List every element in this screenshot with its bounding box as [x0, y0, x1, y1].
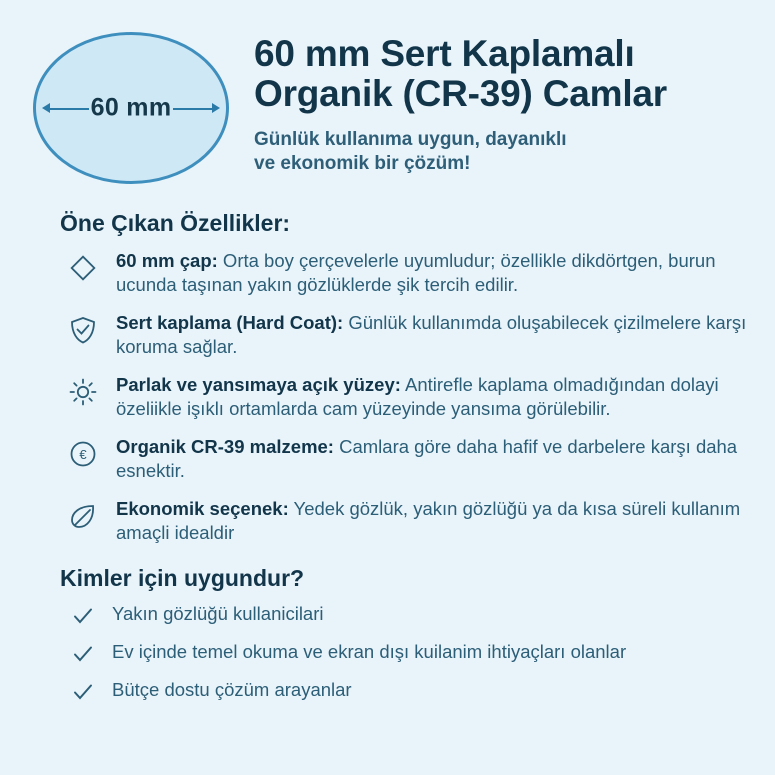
- feature-bold-label: Sert kaplama (Hard Coat):: [116, 312, 344, 334]
- audience-heading: Kimler için uygundur?: [60, 565, 305, 592]
- list-item: [26, 435, 749, 483]
- page-subtitle: Günlük kullanıma uygun, dayanıklı ve ekonomik bir çözüm!: [254, 128, 567, 174]
- audience-text: Ev içinde temel okuma ve ekran dışı kuilanim ihtiyaçları olanlar: [112, 641, 627, 663]
- feature-bold-label: Organik CR-39 malzeme:: [116, 436, 334, 458]
- dimension-line-right: [173, 108, 217, 110]
- check-icon: [72, 643, 94, 665]
- audience-text: Bütçe dostu çözüm arayanlar: [112, 679, 352, 701]
- feature-text: [116, 497, 749, 545]
- shield-icon: [66, 313, 100, 347]
- hero-text: [254, 18, 749, 175]
- feature-body: Antirefle kaplama olmadığından dolayi özeliikle işıklı ortamlarda cam yüzeyinde yansıma görülebilir.: [116, 374, 719, 420]
- feature-text: [116, 249, 749, 297]
- euro-coin-icon: [66, 437, 100, 471]
- sun-icon: [66, 375, 100, 409]
- arrow-right-icon: [212, 103, 220, 113]
- feature-text: [116, 311, 749, 359]
- features-list: [26, 249, 749, 545]
- feature-text: [116, 435, 749, 483]
- list-item: [26, 373, 749, 421]
- feature-body: Günlük kullanımda oluşabilecek çizilmelere karşı koruma sağlar.: [116, 312, 747, 358]
- feature-text: [116, 373, 749, 421]
- leaf-icon: [66, 499, 100, 533]
- list-item: [26, 249, 749, 297]
- feature-bold-label: 60 mm çap:: [116, 250, 218, 271]
- feature-body: Camlara göre daha hafif ve darbelere karşı daha esnektir.: [116, 436, 738, 482]
- check-icon: [72, 681, 94, 703]
- hero-section: [26, 18, 749, 184]
- feature-body: Yedek gözlük, yakın gözlüğü ya da kısa süreli kullanım amaçli idealdir: [116, 498, 741, 544]
- list-item: [26, 640, 749, 665]
- list-item: [26, 678, 749, 703]
- diamond-icon: [66, 251, 100, 285]
- page-title: 60 mm Sert Kaplamalı Organik (CR-39) Camlar: [254, 33, 667, 114]
- list-item: [26, 602, 749, 627]
- audience-text: Yakın gözlüğü kullanicilari: [112, 603, 324, 625]
- features-heading: Öne Çıkan Özellikler:: [60, 210, 291, 236]
- lens-dimension-label: 60 mm: [90, 93, 172, 122]
- lens-diameter-arrows-icon: [33, 32, 229, 184]
- feature-bold-label: Ekonomik seçenek:: [116, 498, 289, 520]
- lens-illustration-wrap: [26, 18, 236, 184]
- svg-text:€: €: [79, 447, 87, 463]
- list-item: [26, 311, 749, 359]
- audience-list: [26, 602, 749, 703]
- feature-bold-label: Parlak ve yansımaya açık yüzey:: [116, 374, 401, 396]
- check-icon: [72, 605, 94, 627]
- feature-body: Orta boy çerçevelerle uyumludur; özellikle dikdörtgen, burun ucunda taşınan yakın gözlüklerde şik tercih edilir.: [116, 250, 716, 296]
- list-item: [26, 497, 749, 545]
